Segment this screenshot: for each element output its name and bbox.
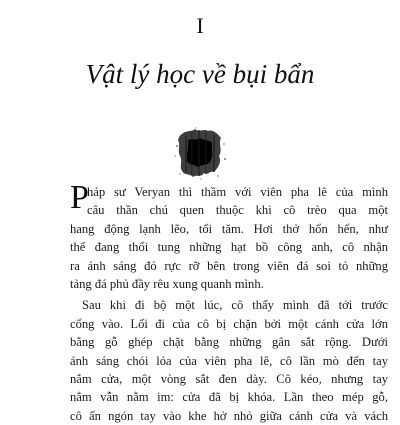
text-line: Sau khi đi bộ một lúc, cô thấy mình đã tới trước xyxy=(82,298,388,313)
ink-smudge-ornament xyxy=(168,126,232,182)
chapter-number: I xyxy=(196,13,204,38)
text-line: nắm vẫn nằm im: cửa đã bị khóa. Lần theo mép gỗ, xyxy=(70,390,388,405)
drop-cap: P xyxy=(70,179,89,216)
body-text xyxy=(70,179,388,425)
paragraph xyxy=(70,179,388,293)
text-line: cổng vào. Lối đi của cô bị chặn bởi một cánh cửa lớn xyxy=(70,316,388,331)
text-line: hang động lạnh lẽo, tối tăm. Hơi thở hổn hển, như xyxy=(70,221,388,236)
text-line: ra ánh sáng đỏ rực rỡ bên trong viên đá soi tỏ những xyxy=(70,258,388,273)
text-line: tảng đá phủ đầy rêu xung quanh mình. xyxy=(70,276,264,291)
chapter-title: Vật lý học về bụi bẩn xyxy=(85,59,315,89)
text-line: ánh sáng chói lóa của viên pha lê, cô lần mò đến tay xyxy=(70,353,388,368)
text-line: cô ấn ngón tay vào khe hở nhỏ giữa cánh cửa và vách xyxy=(70,408,388,423)
text-line: câu thần chú quen thuộc khi cô trèo qua một xyxy=(87,203,388,218)
text-line: nắm cửa, một vòng sắt đen dày. Cô kéo, nhưng tay xyxy=(70,371,388,386)
text-line: thể đang thổi tung những hạt bồ công anh, cô nhận xyxy=(70,240,388,255)
paragraph xyxy=(70,296,388,425)
text-line: bằng gỗ ghép chặt bằng những gân sắt rộng. Dưới xyxy=(70,335,388,350)
text-line: háp sư Veryan thì thầm với viên pha lê của mình xyxy=(87,185,388,199)
